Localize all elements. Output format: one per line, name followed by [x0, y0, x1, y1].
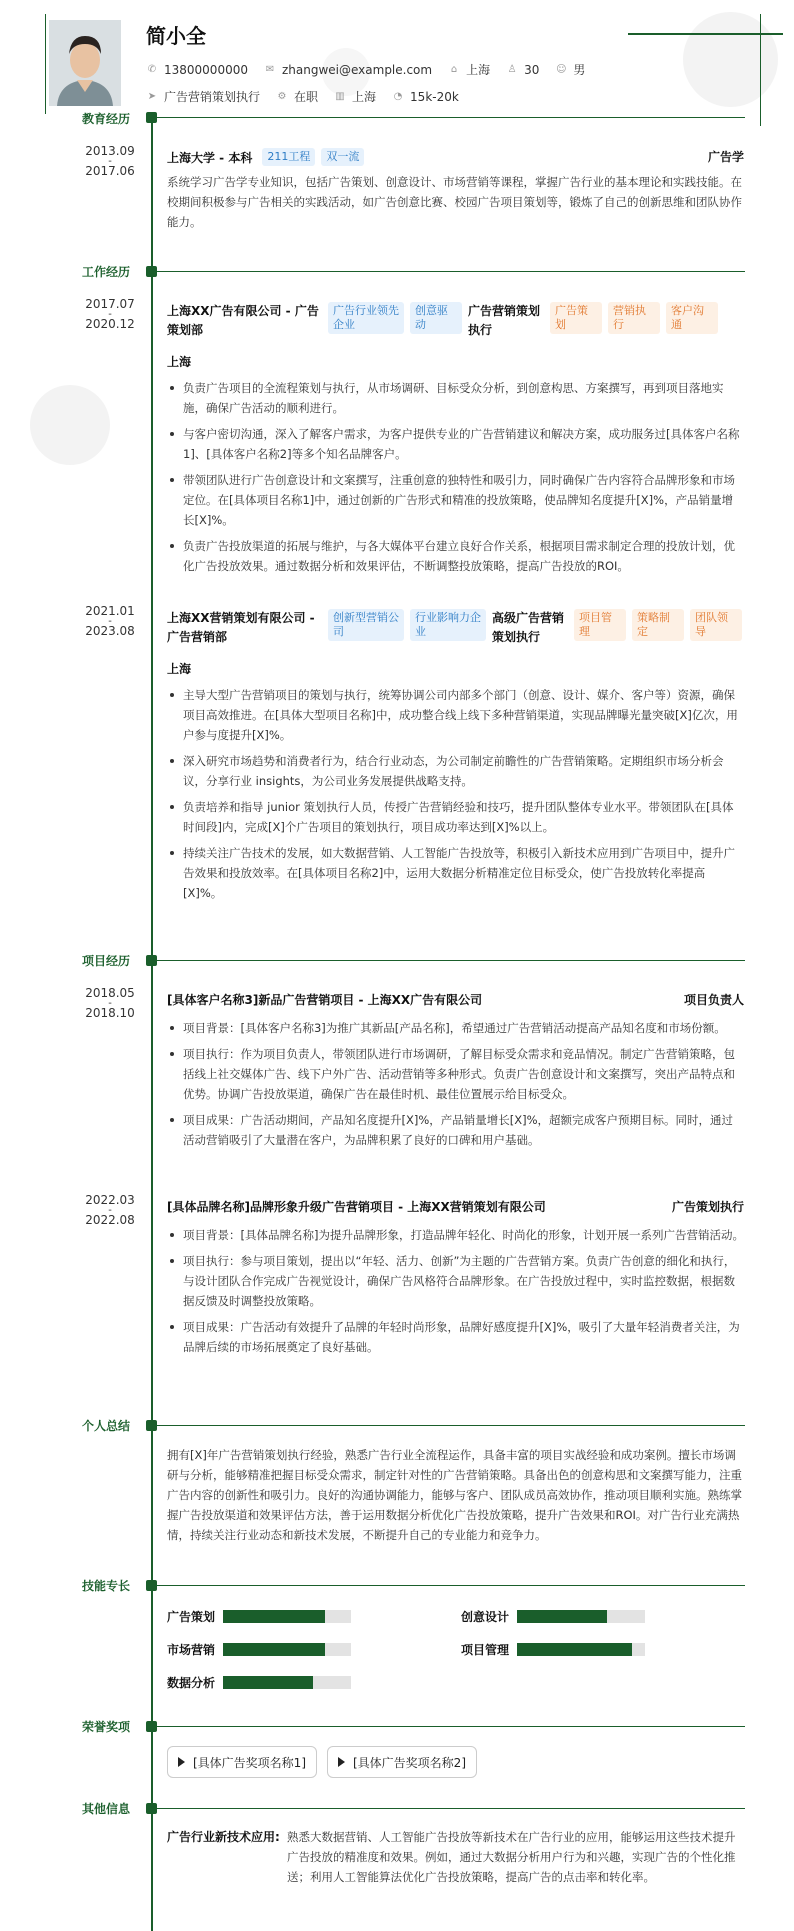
job-intention-row	[146, 88, 475, 105]
company-tag: 创新型营销公司	[328, 609, 404, 641]
section-divider	[157, 1585, 745, 1586]
gender-text: 男	[573, 63, 586, 77]
date-end: 2020.12	[85, 317, 135, 331]
skill-name: 数据分析	[167, 1676, 216, 1690]
decor-line	[760, 14, 761, 126]
person-icon: ☺	[556, 64, 567, 75]
section-divider	[157, 960, 745, 961]
expected-city-text: 上海	[352, 90, 377, 104]
project-date: 2022.03 - 2022.08	[75, 1194, 145, 1227]
list-item: 负责广告项目的全流程策划与执行，从市场调研、目标受众分析，到创意构思、方案撰写，再到项目落地实施，确保广告活动的顺利进行。	[167, 378, 744, 418]
status-info	[276, 88, 318, 105]
expected-city-info	[334, 88, 376, 105]
skill-name: 广告策划	[167, 1610, 216, 1624]
list-item: 与客户密切沟通，深入了解客户需求，为客户提供专业的广告营销建议和解决方案，成功服务过[具体客户名称1]、[具体客户名称2]等多个知名品牌客户。	[167, 424, 744, 464]
education-description: 系统学习广告学专业知识，包括广告策划、创意设计、市场营销等课程，掌握广告行业的基本理论和实践技能。在校期间积极参与广告相关的实践活动，如广告创意比赛、校园广告项目策划等，锻炼了自己的创新思维和团队协作能力。	[167, 175, 742, 229]
date-end: 2022.08	[85, 1213, 135, 1227]
email-text: zhangwei@example.com	[281, 62, 433, 77]
list-item: 负责培养和指导 junior 策划执行人员，传授广告营销经验和技巧，提升团队整体专业水平。带领团队在[具体时间段]内，完成[X]个广告项目的策划执行，项目成功率达到[X]%以上。	[167, 797, 744, 837]
skill-item	[461, 1608, 645, 1625]
award-chip[interactable]	[327, 1746, 477, 1778]
date-start: 2017.07	[85, 297, 135, 311]
skill-tag: 广告策划	[550, 302, 602, 334]
section-title-projects: 项目经历	[82, 954, 131, 968]
award-name: [具体广告奖项名称1]	[193, 1755, 306, 1770]
decor-circle	[30, 385, 110, 465]
project-entry	[167, 991, 744, 1156]
other-info	[167, 1827, 744, 1887]
company-name: 上海XX营销策划有限公司 - 广告营销部	[167, 611, 315, 644]
work-entry	[167, 609, 744, 909]
skill-bar-fill	[517, 1610, 607, 1623]
skill-tag: 策略制定	[632, 609, 684, 641]
send-icon: ➤	[147, 91, 157, 102]
project-bullets	[167, 1225, 744, 1357]
gear-icon: ⚙	[277, 91, 287, 102]
decor-circle	[683, 12, 778, 107]
list-item: 主导大型广告营销项目的策划与执行，统筹协调公司内部多个部门（创意、设计、媒介、客户等）资源，确保项目高效推进。在[具体大型项目名称]中，成功整合线上线下多种营销渠道，实现品牌曝光量突破[X]亿次，用户参与度提升[X]%。	[167, 685, 744, 745]
skill-item	[167, 1641, 351, 1658]
skill-bar-fill	[517, 1643, 632, 1656]
project-role: 项目负责人	[683, 993, 744, 1007]
skill-bar-fill	[223, 1676, 313, 1689]
section-dot	[146, 955, 157, 966]
date-start: 2013.09	[85, 144, 135, 158]
city-info	[448, 61, 490, 78]
date-end: 2017.06	[85, 164, 135, 178]
skill-bar-fill	[223, 1610, 325, 1623]
section-divider	[157, 117, 745, 118]
school-name: 上海大学 - 本科	[167, 150, 253, 165]
section-dot	[146, 112, 157, 123]
list-item: 负责广告投放渠道的拓展与维护，与各大媒体平台建立良好合作关系，根据项目需求制定合理的投放计划，优化广告投放效果。通过数据分析和效果评估，不断调整投放策略，提高广告投放的ROI。	[167, 536, 744, 576]
date-end: 2018.10	[85, 1006, 135, 1020]
education-date: 2013.09 - 2017.06	[75, 145, 145, 178]
skill-bar	[223, 1610, 351, 1623]
section-dot	[146, 1580, 157, 1591]
project-name: [具体品牌名称]品牌形象升级广告营销项目 - 上海XX营销策划有限公司	[167, 1200, 546, 1214]
email-info	[264, 63, 432, 77]
skill-item	[461, 1641, 645, 1658]
phone-text: 13800000000	[164, 62, 248, 77]
building-icon: ▥	[335, 91, 345, 102]
award-chip[interactable]	[167, 1746, 317, 1778]
skill-name: 创意设计	[461, 1610, 510, 1624]
skill-bar	[517, 1643, 645, 1656]
city-text: 上海	[466, 63, 491, 77]
section-title-work: 工作经历	[82, 265, 131, 279]
timeline-line	[151, 118, 153, 1931]
skill-tag: 团队领导	[690, 609, 742, 641]
project-name: [具体客户名称3]新品广告营销项目 - 上海XX广告有限公司	[167, 993, 483, 1007]
job-target-text: 广告营销策划执行	[164, 90, 261, 104]
mail-icon: ✉	[265, 64, 275, 75]
education-entry	[167, 148, 744, 232]
award-name: [具体广告奖项名称2]	[353, 1755, 466, 1770]
phone-icon: ✆	[147, 64, 157, 75]
status-text: 在职	[294, 90, 319, 104]
section-dot	[146, 266, 157, 277]
section-title-other: 其他信息	[82, 1802, 131, 1816]
skill-name: 市场营销	[167, 1643, 216, 1657]
skill-tag: 客户沟通	[666, 302, 718, 334]
major: 广告学	[707, 150, 744, 164]
section-title-skills: 技能专长	[82, 1579, 131, 1593]
skill-tag: 营销执行	[608, 302, 660, 334]
project-entry	[167, 1198, 744, 1363]
skill-bar	[223, 1676, 351, 1689]
skill-bar	[517, 1610, 645, 1623]
target-info	[146, 88, 260, 105]
section-title-summary: 个人总结	[82, 1419, 131, 1433]
summary-text: 拥有[X]年广告营销策划执行经验，熟悉广告行业全流程运作，具备丰富的项目实战经验和成功案例。擅长市场调研与分析，能够精准把握目标受众需求，制定针对性的广告营销策略。具备出色的创意构思和文案撰写能力，注重广告内容的创新性和吸引力。良好的沟通协调能力，能够与客户、团队成员高效协作，推动项目顺利实施。熟练掌握广告投放渠道和效果评估方法，善于运用数据分析优化广告投放策略，提升广告效果和ROI。对广告行业充满热情，持续关注行业动态和新技术发展，不断提升自己的专业能力和竞争力。	[167, 1448, 742, 1542]
coin-icon: ◔	[393, 91, 403, 102]
work-location: 上海	[167, 355, 192, 369]
list-item: 深入研究市场趋势和消费者行为，结合行业动态，为公司制定前瞻性的广告营销策略。定期组织市场分析会议，分享行业 insights，为公司业务发展提供战略支持。	[167, 751, 744, 791]
work-bullets	[167, 378, 744, 576]
project-role: 广告策划执行	[671, 1200, 744, 1214]
list-item: 项目背景：[具体品牌名称]为提升品牌形象，打造品牌年轻化、时尚化的形象，计划开展一系列广告营销活动。	[167, 1225, 744, 1245]
company-name: 上海XX广告有限公司 - 广告策划部	[167, 304, 319, 337]
list-item: 项目执行：参与项目策划，提出以“年轻、活力、创新”为主题的广告营销方案。负责广告创意的细化和执行，与设计团队合作完成广告视觉设计，确保广告风格符合品牌形象。在广告投放过程中，实时监控数据，根据数据反馈及时调整投放策略。	[167, 1251, 744, 1311]
list-item: 带领团队进行广告创意设计和文案撰写，注重创意的独特性和吸引力，同时确保广告内容符合品牌形象和市场定位。在[具体项目名称1]中，通过创新的广告形式和精准的投放策略，使品牌知名度提升[X]%，产品销量增长[X]%。	[167, 470, 744, 530]
play-icon	[178, 1757, 185, 1767]
section-dot	[146, 1721, 157, 1732]
company-tag: 创意驱动	[410, 302, 462, 334]
company-tag: 行业影响力企业	[410, 609, 486, 641]
project-date: 2018.05 - 2018.10	[75, 987, 145, 1020]
section-title-awards: 荣誉奖项	[82, 1720, 131, 1734]
section-divider	[157, 1425, 745, 1426]
section-divider	[157, 1808, 745, 1809]
age-info	[506, 63, 539, 77]
play-icon	[338, 1757, 345, 1767]
skill-bar-fill	[223, 1643, 325, 1656]
position: 高级广告营销策划执行	[492, 611, 565, 644]
list-item: 项目成果：广告活动有效提升了品牌的年轻时尚形象，品牌好感度提升[X]%，吸引了大量年轻消费者关注，为品牌后续的市场拓展奠定了良好基础。	[167, 1317, 744, 1357]
work-date: 2017.07 - 2020.12	[75, 298, 145, 331]
project-bullets	[167, 1018, 744, 1150]
work-bullets	[167, 685, 744, 903]
date-end: 2023.08	[85, 624, 135, 638]
contact-row	[146, 61, 601, 78]
skill-item	[167, 1674, 351, 1691]
list-item: 项目背景：[具体客户名称3]为推广其新品[产品名称]，希望通过广告营销活动提高产品知名度和市场份额。	[167, 1018, 744, 1038]
section-title-education: 教育经历	[82, 112, 131, 126]
decor-line	[45, 14, 46, 114]
other-text: 熟悉大数据营销、人工智能广告投放等新技术在广告行业的应用，能够运用这些技术提升广告投放的精准度和效果。例如，通过大数据分析用户行为和兴趣，实现广告的个性化推送；利用人工智能算法优化广告投放策略，提高广告的点击率和转化率。	[287, 1830, 736, 1884]
age-text: 30	[524, 62, 540, 77]
skill-tag: 项目管理	[574, 609, 626, 641]
phone-info	[146, 63, 248, 77]
list-item: 持续关注广告技术的发展，如大数据营销、人工智能广告投放等，积极引入新技术应用到广告项目中，提升广告效果和投放效率。在[具体项目名称2]中，运用大数据分析精准定位目标受众，使广告投放转化率提高[X]%。	[167, 843, 744, 903]
school-tag: 211工程	[262, 148, 315, 166]
section-divider	[157, 271, 745, 272]
list-item: 项目执行：作为项目负责人，带领团队进行市场调研，了解目标受众需求和竞品情况。制定广告营销策略，包括线上社交媒体广告、线下户外广告、活动营销等多种形式。负责广告创意设计和文案撰写，突出产品特点和优势。协调广告投放渠道，确保广告在最佳时机、最佳位置展示给目标受众。	[167, 1044, 744, 1104]
company-tag: 广告行业领先企业	[328, 302, 404, 334]
salary-text: 15k-20k	[410, 89, 459, 104]
school-tag: 双一流	[321, 148, 364, 166]
work-entry	[167, 302, 744, 582]
section-divider	[157, 1726, 745, 1727]
work-date: 2021.01 - 2023.08	[75, 605, 145, 638]
salary-info	[392, 90, 459, 104]
skill-name: 项目管理	[461, 1643, 510, 1657]
other-label: 广告行业新技术应用:	[167, 1830, 280, 1844]
position: 广告营销策划执行	[468, 304, 541, 337]
date-start: 2022.03	[85, 1193, 135, 1207]
skill-bar	[223, 1643, 351, 1656]
list-item: 项目成果：广告活动期间，产品知名度提升[X]%，产品销量增长[X]%，超额完成客户预期目标。同时，通过活动营销吸引了大量潜在客户，为品牌积累了良好的口碑和用户基础。	[167, 1110, 744, 1150]
home-icon: ⌂	[450, 64, 458, 75]
cake-icon: ♙	[507, 64, 517, 75]
avatar	[49, 20, 121, 106]
section-dot	[146, 1803, 157, 1814]
section-dot	[146, 1420, 157, 1431]
skill-item	[167, 1608, 351, 1625]
gender-info	[555, 61, 585, 78]
candidate-name: 简小全	[146, 24, 206, 48]
date-start: 2018.05	[85, 986, 135, 1000]
date-start: 2021.01	[85, 604, 135, 618]
work-location: 上海	[167, 662, 192, 676]
